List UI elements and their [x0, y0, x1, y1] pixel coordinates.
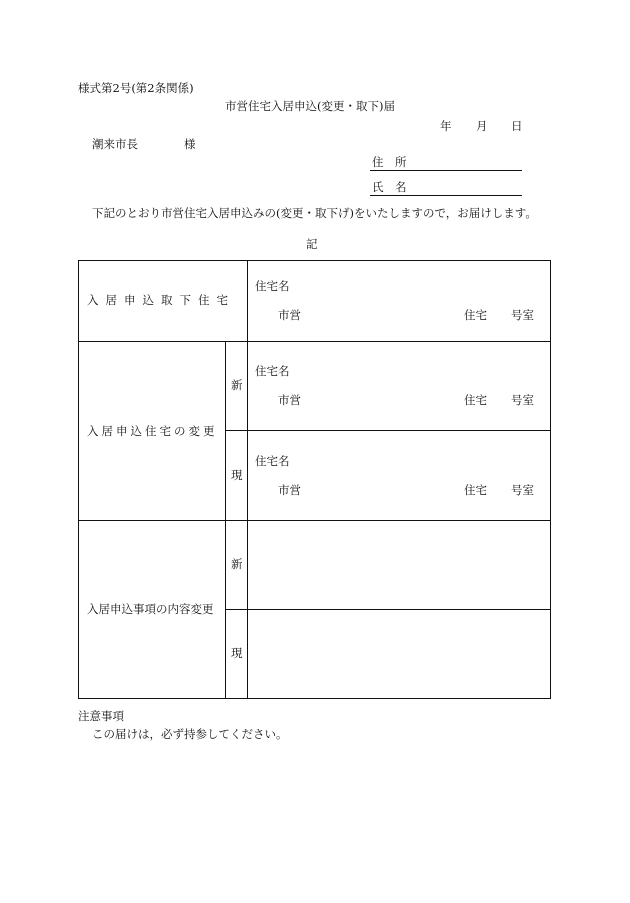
document-title: 市営住宅入居申込(変更・取下)届: [225, 99, 395, 113]
row2-current-housing-label: 住宅: [464, 483, 487, 497]
address-label: 住 所: [372, 155, 407, 169]
row2-current-municipal-label: 市営: [278, 483, 301, 497]
date-year-label: 年: [440, 119, 452, 133]
row1-room-label: 号室: [511, 308, 534, 322]
application-table: [78, 260, 551, 699]
row2-new-marker: 新: [231, 378, 243, 392]
form-number: 様式第2号(第2条関係): [78, 81, 194, 95]
address-underline: [370, 170, 522, 171]
col-divider-row1: [247, 261, 248, 341]
name-label: 氏 名: [372, 180, 407, 194]
row3-new-marker: 新: [231, 557, 243, 571]
row1-municipal-label: 市営: [278, 308, 301, 322]
notes-text: この届けは，必ず持参してください。: [92, 727, 288, 741]
row-divider-2: [79, 520, 550, 521]
row-divider-2a: [225, 430, 550, 431]
row3-label: 入居申込事項の内容変更: [87, 602, 214, 616]
addressee: 潮来市長: [92, 137, 138, 151]
row1-label: 入居申込取下住宅: [87, 293, 235, 307]
row2-label: 入居申込住宅の変更: [87, 424, 218, 438]
row2-new-housing-name-label: 住宅名: [255, 364, 290, 378]
ki-label: 記: [306, 237, 318, 251]
row2-current-housing-name-label: 住宅名: [255, 454, 290, 468]
row1-housing-label: 住宅: [464, 308, 487, 322]
row3-current-marker: 現: [231, 646, 243, 660]
row-divider-1: [79, 341, 550, 342]
col-divider-marker-left: [225, 341, 226, 698]
row2-new-municipal-label: 市営: [278, 393, 301, 407]
row2-new-housing-label: 住宅: [464, 393, 487, 407]
row2-current-marker: 現: [231, 468, 243, 482]
row1-housing-name-label: 住宅名: [255, 279, 290, 293]
row2-new-room-label: 号室: [511, 393, 534, 407]
notes-heading: 注意事項: [78, 709, 124, 723]
row2-current-room-label: 号室: [511, 483, 534, 497]
date-day-label: 日: [511, 119, 523, 133]
name-underline: [370, 195, 522, 196]
date-month-label: 月: [476, 119, 488, 133]
col-divider-marker-right: [247, 341, 248, 698]
honorific: 様: [184, 137, 196, 151]
statement-text: 下記のとおり市営住宅入居申込みの(変更・取下げ)をいたしますので，お届けします。: [92, 206, 537, 220]
row-divider-3a: [225, 609, 550, 610]
